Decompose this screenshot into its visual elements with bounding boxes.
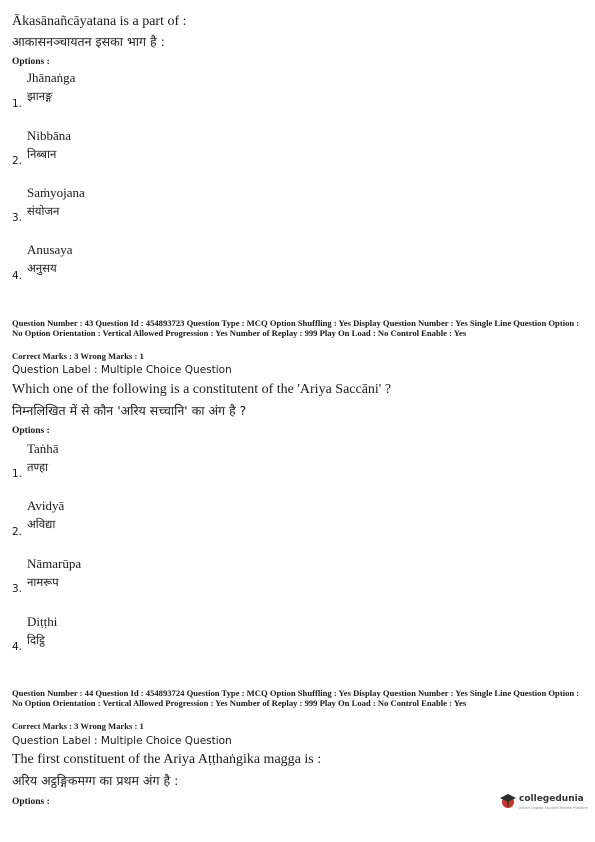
option-text-hi: तण्हा xyxy=(27,460,49,474)
option-number: 2. xyxy=(12,526,23,538)
option-text-en: Taṅhā xyxy=(27,441,59,456)
question-meta: Question Number : 43 Question Id : 454893723 Question Type : MCQ Option Shuffling : Yes Display Question Number : Yes Single Line Question Option : No Option Orientation : Vertical Allowed Progression : Yes Number of Replay : 999 Play On Load : No Control Enable : Yes xyxy=(12,318,580,338)
options-heading: Options : xyxy=(12,57,50,67)
option-text-en: Nibbāna xyxy=(27,128,72,143)
question-text-en: Which one of the following is a constitutent of the 'Ariya Saccāni' ? xyxy=(12,382,392,397)
question-text-hi: निम्नलिखित में से कौन 'अरिय सच्चानि' का अंग है ? xyxy=(12,403,247,418)
question-text-en: Ākasānañcāyatana is a part of : xyxy=(12,14,187,29)
logo-name: collegedunia xyxy=(519,794,584,804)
option-text-hi: निब्बान xyxy=(27,147,57,161)
question-meta: Question Number : 44 Question Id : 454893724 Question Type : MCQ Option Shuffling : Yes Display Question Number : Yes Single Line Question Option : No Option Orientation : Vertical Allowed Progression : Yes Number of Replay : 999 Play On Load : No Control Enable : Yes xyxy=(12,688,580,708)
option-text-en: Saṁyojana xyxy=(27,185,85,200)
graduation-cap-icon xyxy=(498,791,518,811)
option-number: 3. xyxy=(12,583,23,595)
option-text-hi: संयोजन xyxy=(27,204,60,218)
option-text-hi: नामरूप xyxy=(27,575,59,589)
option-number: 1. xyxy=(12,468,23,480)
question-text-hi: आकासनञ्चायतन इसका भाग है : xyxy=(12,34,165,49)
logo-tagline: India's largest Student Review Platform xyxy=(519,806,588,810)
question-text-hi: अरिय अट्ठङ्गिकमग्ग का प्रथम अंग है : xyxy=(12,773,179,788)
marks-info: Correct Marks : 3 Wrong Marks : 1 xyxy=(12,351,144,361)
option-text-en: Avidyā xyxy=(27,498,65,513)
option-text-hi: झानङ्ग xyxy=(27,89,53,103)
option-text-en: Nāmarūpa xyxy=(27,556,82,571)
option-number: 4. xyxy=(12,270,23,282)
option-text-en: Diṭṭhi xyxy=(27,614,58,629)
option-number: 1. xyxy=(12,98,23,110)
marks-info: Correct Marks : 3 Wrong Marks : 1 xyxy=(12,721,144,731)
question-label: Question Label : Multiple Choice Question xyxy=(12,735,232,747)
option-text-hi: दिट्ठि xyxy=(27,633,45,647)
option-number: 3. xyxy=(12,212,23,224)
options-heading: Options : xyxy=(12,797,50,807)
option-number: 4. xyxy=(12,641,23,653)
option-text-hi: अविद्या xyxy=(27,517,56,531)
question-label: Question Label : Multiple Choice Question xyxy=(12,364,232,376)
question-text-en: The first constituent of the Ariya Aṭṭhaṅgika magga is : xyxy=(12,752,322,767)
option-text-en: Anusaya xyxy=(27,242,73,257)
option-number: 2. xyxy=(12,155,23,167)
option-text-hi: अनुसय xyxy=(27,261,57,275)
collegedunia-logo xyxy=(498,791,590,817)
option-text-en: Jhānaṅga xyxy=(27,70,76,85)
options-heading: Options : xyxy=(12,426,50,436)
